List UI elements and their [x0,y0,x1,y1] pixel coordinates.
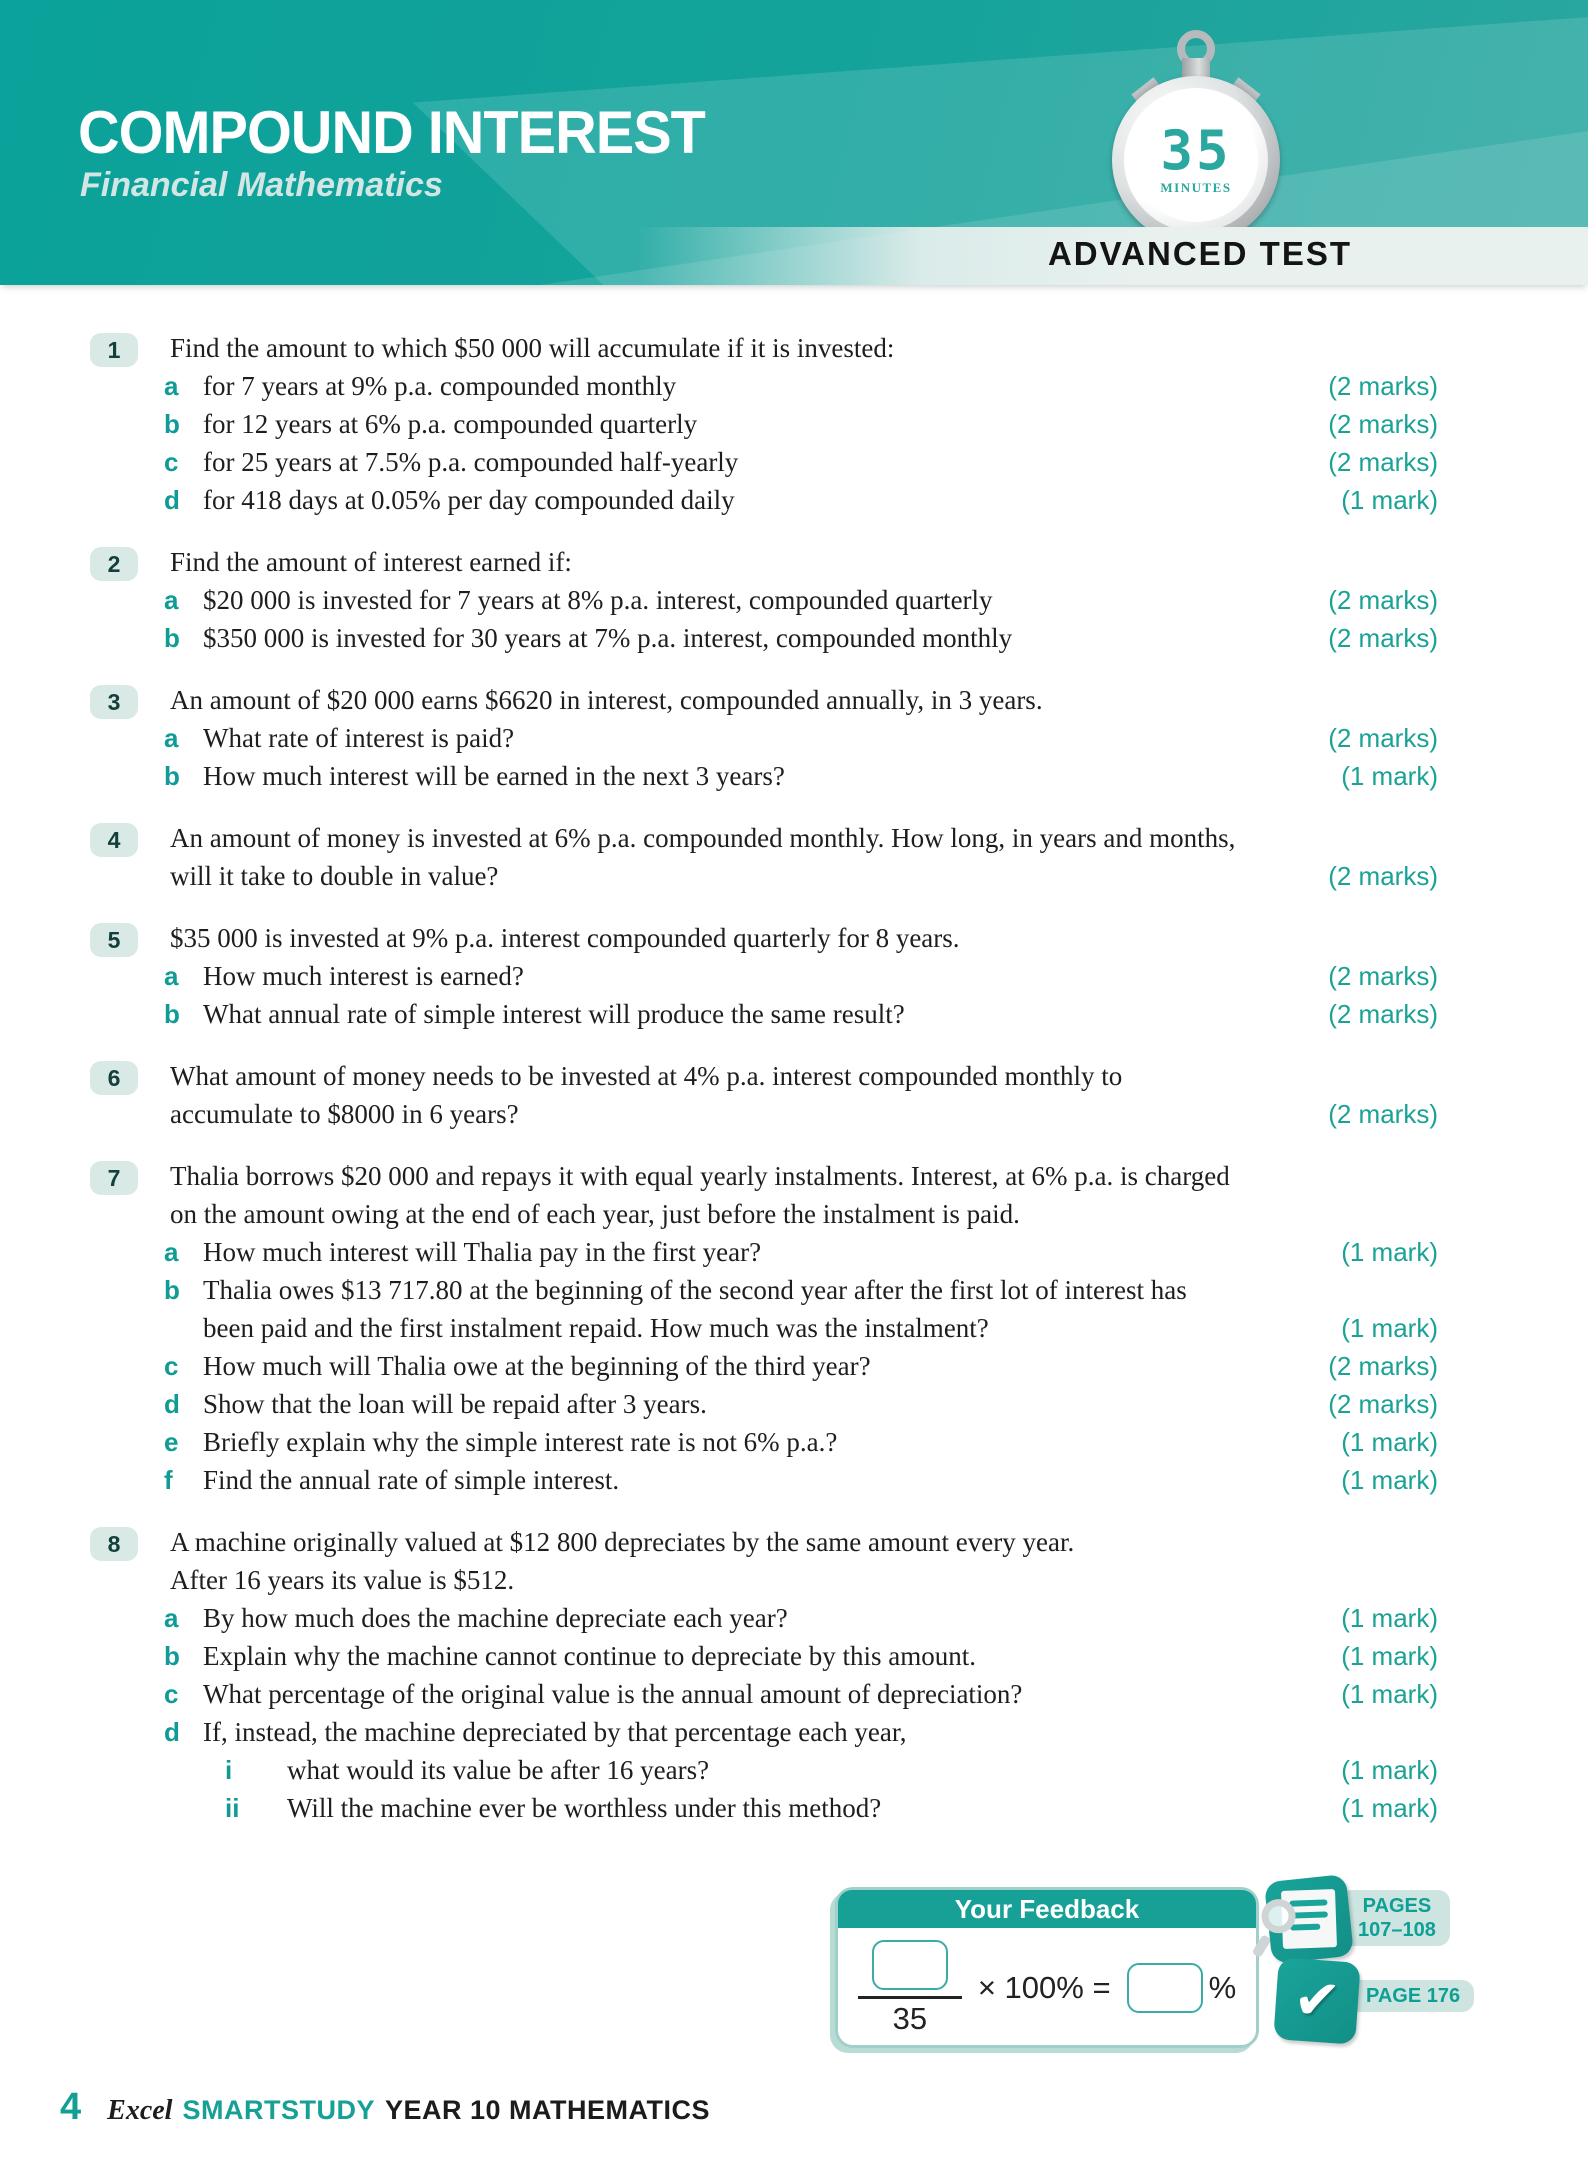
part-letter-label: a [164,371,179,401]
question-part-row [164,995,1438,1033]
question-text-row [164,819,1438,857]
question-text: for 12 years at 6% p.a. compounded quarterly [203,409,698,439]
question-text-row [164,919,1438,957]
question-part-row [164,1385,1438,1423]
question-text: By how much does the machine depreciate each year? [203,1603,788,1633]
question-rows [164,819,1438,895]
score-fraction [858,1940,962,2037]
question-text: Find the amount of interest earned if: [170,547,572,577]
part-letter-label: a [164,585,179,615]
question-text: $35 000 is invested at 9% p.a. interest compounded quarterly for 8 years. [170,923,960,953]
question-text: What annual rate of simple interest will produce the same result? [203,999,905,1029]
marks-allocation: (2 marks) [1328,1389,1438,1419]
question-text: What rate of interest is paid? [203,723,515,753]
question-number-badge: 3 [90,685,138,719]
timer-minutes-unit: MINUTES [1160,180,1232,195]
question-text: How much interest will Thalia pay in the first year? [203,1237,762,1267]
pages-reference-line1: PAGES [1362,1895,1432,1917]
answers-reference-line1: PAGE 176 [1366,1985,1461,2007]
marks-allocation: (2 marks) [1328,723,1438,753]
document-line [1290,1924,1320,1931]
question-part-row [164,1713,1438,1751]
question [90,681,1438,795]
question-part-row [164,757,1438,795]
page-footer [60,2086,710,2129]
stopwatch-bezel [1112,76,1280,244]
feedback-title: Your Feedback [838,1890,1256,1928]
question-part-row [164,1271,1438,1309]
question-text: How much will Thalia owe at the beginning of the third year? [203,1351,871,1381]
question-text-row [164,1095,1438,1133]
question-part-row [164,1309,1438,1347]
question-text: $350 000 is invested for 30 years at 7% p.a. interest, compounded monthly [203,623,1013,653]
part-letter-label: c [164,447,179,477]
question-list [0,285,1588,1827]
question-badge-column [90,329,164,519]
question-badge-column [90,919,164,1033]
question-text: Thalia owes $13 717.80 at the beginning of the second year after the first lot of interest has [203,1275,1187,1305]
question-text: What amount of money needs to be invested at 4% p.a. interest compounded monthly to [170,1061,1123,1091]
marks-allocation: (1 mark) [1341,1427,1438,1457]
brand-smartstudy: SMARTSTUDY [182,2095,375,2125]
marks-allocation: (2 marks) [1328,623,1438,653]
question-text: If, instead, the machine depreciated by that percentage each year, [203,1717,907,1747]
part-letter-label: b [164,409,180,439]
stopwatch-icon [1108,30,1284,234]
checkmark-glyph: ✔ [1291,1966,1343,2035]
question-badge-column [90,681,164,795]
question-text: accumulate to $8000 in 6 years? [170,1099,519,1129]
question-text-row [164,329,1438,367]
question-text: Explain why the machine cannot continue to depreciate by this amount. [203,1641,977,1671]
advanced-test-label: ADVANCED TEST [1047,235,1353,272]
question-text-row [164,681,1438,719]
marks-allocation: (2 marks) [1328,585,1438,615]
question-part-row [164,1751,1438,1789]
marks-allocation: (2 marks) [1328,961,1438,991]
question-part-row [164,1675,1438,1713]
question [90,819,1438,895]
book-title: YEAR 10 MATHEMATICS [384,2095,710,2125]
part-letter-label: c [164,1679,179,1709]
question [90,919,1438,1033]
question [90,1057,1438,1133]
percent-sign: % [1208,1970,1237,2005]
advanced-test-band [0,227,1588,285]
question-rows [164,1057,1438,1133]
marks-allocation: (2 marks) [1328,371,1438,401]
question-number-badge: 8 [90,1527,138,1561]
question-part-row [164,719,1438,757]
part-letter-label: a [164,723,179,753]
question-rows [164,919,1438,1033]
timer-minutes-value: 35 [1160,119,1232,182]
question-part-row [164,1423,1438,1461]
question-text-row [164,1057,1438,1095]
pages-reference-line2: 107–108 [1358,1919,1436,1941]
marks-allocation: (2 marks) [1328,1099,1438,1129]
question [90,1523,1438,1827]
document-line [1289,1899,1327,1906]
marks-allocation: (1 mark) [1341,1793,1438,1823]
fraction-line [858,1996,962,1999]
question-part-row [164,1637,1438,1675]
question-number-badge: 5 [90,923,138,957]
part-letter-label: ii [225,1793,240,1823]
part-letter-label: d [164,485,180,515]
part-letter-label: b [164,623,180,653]
page-subtitle: Financial Mathematics [80,166,443,204]
part-letter-label: f [164,1465,173,1495]
answers-page-reference [1276,1960,1474,2042]
question-part-row [164,619,1438,657]
marks-allocation: (1 mark) [1341,485,1438,515]
question-part-row [164,481,1438,519]
part-letter-label: e [164,1427,179,1457]
page-number: 4 [60,2086,82,2128]
question-text: Briefly explain why the simple interest rate is not 6% p.a.? [203,1427,838,1457]
marks-allocation: (1 mark) [1341,1465,1438,1495]
question-text: Will the machine ever be worthless under this method? [287,1793,882,1823]
question-part-row [164,1347,1438,1385]
your-feedback-box [835,1887,1259,2048]
marks-allocation: (2 marks) [1328,409,1438,439]
part-letter-label: b [164,1275,180,1305]
part-letter-label: a [164,961,179,991]
formula-operator-text: × 100% = [977,1970,1111,2005]
pages-reference-label [1340,1890,1450,1946]
magnifier-document-icon [1264,1874,1354,1964]
question-rows [164,543,1438,657]
question-text-row [164,1157,1438,1195]
marks-allocation: (2 marks) [1328,999,1438,1029]
marks-allocation: (2 marks) [1328,861,1438,891]
question-text-row [164,543,1438,581]
question-badge-column [90,543,164,657]
question-text: An amount of $20 000 earns $6620 in interest, compounded annually, in 3 years. [170,685,1043,715]
page-header [0,0,1588,285]
question-text: $20 000 is invested for 7 years at 8% p.a. interest, compounded quarterly [203,585,993,615]
question-rows [164,1523,1438,1827]
question-badge-column [90,1157,164,1499]
question-part-row [164,1789,1438,1827]
question-text: for 25 years at 7.5% p.a. compounded half-yearly [203,447,739,477]
question-text: Find the annual rate of simple interest. [203,1465,620,1495]
question-text: what would its value be after 16 years? [287,1755,710,1785]
question-part-row [164,367,1438,405]
marks-allocation: (2 marks) [1328,1351,1438,1381]
question-text: After 16 years its value is $512. [170,1565,515,1595]
part-letter-label: c [164,1351,179,1381]
question-part-row [164,1599,1438,1637]
question-part-row [164,1233,1438,1271]
question-text: for 418 days at 0.05% per day compounded daily [203,485,735,515]
study-pages-reference [1268,1878,1450,1960]
marks-allocation: (1 mark) [1341,1313,1438,1343]
question-text: An amount of money is invested at 6% p.a. compounded monthly. How long, in years and months, [170,823,1236,853]
question-text-row [164,1523,1438,1561]
score-entry-box [872,1940,948,1990]
part-letter-label: d [164,1717,180,1747]
question-text: What percentage of the original value is the annual amount of depreciation? [203,1679,1023,1709]
fraction-denominator: 35 [892,2000,928,2036]
question-text: will it take to double in value? [170,861,499,891]
question-text: been paid and the first instalment repaid. How much was the instalment? [203,1313,989,1343]
marks-allocation: (1 mark) [1341,761,1438,791]
question-rows [164,329,1438,519]
part-letter-label: b [164,999,180,1029]
part-letter-label: a [164,1603,179,1633]
marks-allocation: (1 mark) [1341,1679,1438,1709]
part-letter-label: b [164,1641,180,1671]
question-text: How much interest will be earned in the next 3 years? [203,761,785,791]
question [90,543,1438,657]
stopwatch-face [1134,98,1258,222]
result-group [1127,1963,1237,2013]
marks-allocation: (1 mark) [1341,1237,1438,1267]
question-text: for 7 years at 9% p.a. compounded monthly [203,371,677,401]
question-text-row [164,1561,1438,1599]
question-part-row [164,1461,1438,1499]
question-badge-column [90,1523,164,1827]
part-letter-label: i [225,1755,233,1785]
question-text: Show that the loan will be repaid after 3 years. [203,1389,707,1419]
question-badge-column [90,1057,164,1133]
question-number-badge: 1 [90,333,138,367]
question-number-badge: 2 [90,547,138,581]
marks-allocation: (1 mark) [1341,1755,1438,1785]
brand-excel: Excel [107,2095,173,2126]
part-letter-label: d [164,1389,180,1419]
question-number-badge: 6 [90,1061,138,1095]
marks-allocation: (1 mark) [1341,1603,1438,1633]
answers-reference-label [1348,1980,1474,2012]
question-badge-column [90,819,164,895]
question-rows [164,681,1438,795]
checkmark-icon [1273,1957,1361,2045]
question-number-badge: 7 [90,1161,138,1195]
question-text-row [164,1195,1438,1233]
feedback-formula [838,1928,1256,2048]
question-part-row [164,581,1438,619]
marks-allocation: (2 marks) [1328,447,1438,477]
part-letter-label: b [164,761,180,791]
question-part-row [164,957,1438,995]
question-rows [164,1157,1438,1499]
question-text: A machine originally valued at $12 800 depreciates by the same amount every year. [170,1527,1075,1557]
question-part-row [164,405,1438,443]
question [90,1157,1438,1499]
question-number-badge: 4 [90,823,138,857]
question-part-row [164,443,1438,481]
marks-allocation: (1 mark) [1341,1641,1438,1671]
question-text: Find the amount to which $50 000 will accumulate if it is invested: [170,333,895,363]
part-letter-label: a [164,1237,179,1267]
question-text: How much interest is earned? [203,961,524,991]
question-text: on the amount owing at the end of each year, just before the instalment is paid. [170,1199,1020,1229]
question-text: Thalia borrows $20 000 and repays it with equal yearly instalments. Interest, at 6% p.a. is charged [170,1161,1230,1191]
percentage-entry-box [1127,1963,1203,2013]
question-text-row [164,857,1438,895]
question [90,329,1438,519]
page-title: COMPOUND INTEREST [78,99,705,166]
